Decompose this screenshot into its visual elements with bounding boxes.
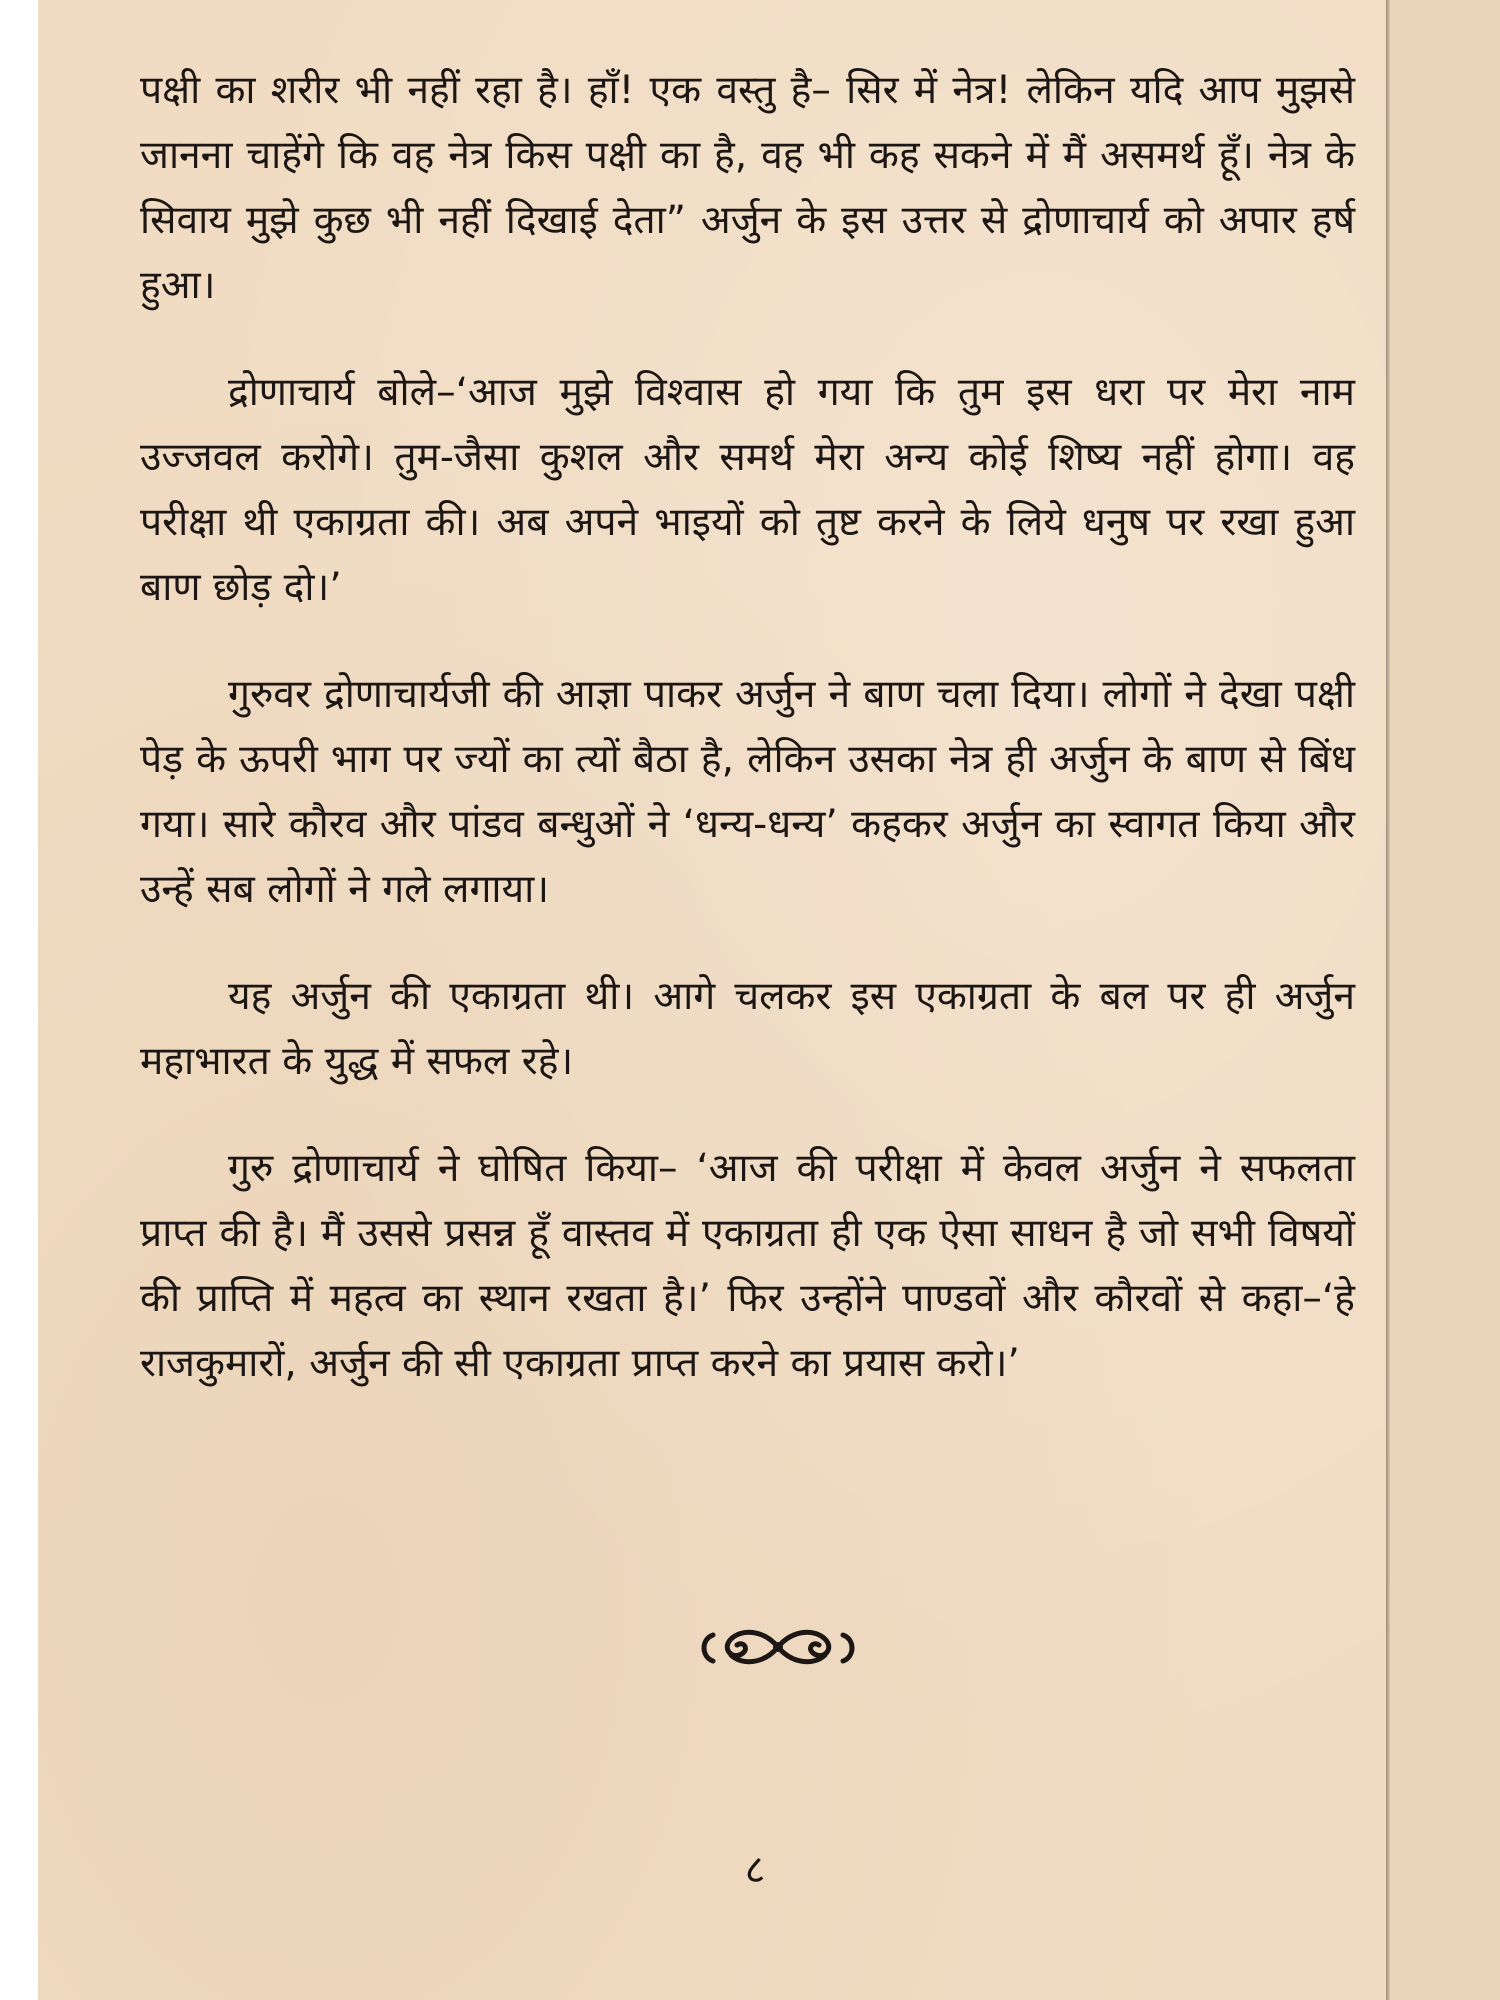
paragraph-2: द्रोणाचार्य बोले–‘आज मुझे विश्वास हो गया कि तुम इस धरा पर मेरा नाम उज्जवल करोगे। तुम-जैसा कुशल और समर्थ मेरा अन्य कोई शिष्य नहीं होगा। वह परीक्षा थी एकाग्रता की। अब अपने भाइयों को तुष्ट करने के लिये धनुष पर रखा हुआ बाण छोड़ दो।’ xyxy=(140,370,1355,610)
paragraph-4: यह अर्जुन की एकाग्रता थी। आगे चलकर इस एकाग्रता के बल पर ही अर्जुन महाभारत के युद्ध में सफल रहे। xyxy=(140,974,1355,1084)
scroll-flourish-icon xyxy=(693,1617,863,1677)
paragraph-1: पक्षी का शरीर भी नहीं रहा है। हाँ! एक वस्तु है– सिर में नेत्र! लेकिन यदि आप मुझसे जानना चाहेंगे कि वह नेत्र किस पक्षी का है, वह भी कह सकने में मैं असमर्थ हूँ। नेत्र के सिवाय मुझे कुछ भी नहीं दिखाई देता” अर्जुन के इस उत्तर से द्रोणाचार्य को अपार हर्ष हुआ। xyxy=(140,68,1355,308)
page-edge-strip xyxy=(1390,0,1500,2000)
paragraph-3: गुरुवर द्रोणाचार्यजी की आज्ञा पाकर अर्जुन ने बाण चला दिया। लोगों ने देखा पक्षी पेड़ के ऊपरी भाग पर ज्यों का त्यों बैठा है, लेकिन उसका नेत्र ही अर्जुन के बाण से बिंध गया। सारे कौरव और पांडव बन्धुओं ने ‘धन्य-धन्य’ कहकर अर्जुन का स्वागत किया और उन्हें सब लोगों ने गले लगाया। xyxy=(140,672,1355,912)
page-number: ८ xyxy=(744,1847,766,1893)
paragraph-5: गुरु द्रोणाचार्य ने घोषित किया– ‘आज की परीक्षा में केवल अर्जुन ने सफलता प्राप्त की है। मैं उससे प्रसन्न हूँ वास्तव में एकाग्रता ही एक ऐसा साधन है जो सभी विषयों की प्राप्ति में महत्व का स्थान रखता है।’ फिर उन्होंने पाण्डवों और कौरवों से कहा–‘हे राजकुमारों, अर्जुन की सी एकाग्रता प्राप्त करने का प्रयास करो।’ xyxy=(140,1146,1355,1386)
body-text xyxy=(140,58,1355,1438)
page-fold-line xyxy=(1386,0,1390,2000)
